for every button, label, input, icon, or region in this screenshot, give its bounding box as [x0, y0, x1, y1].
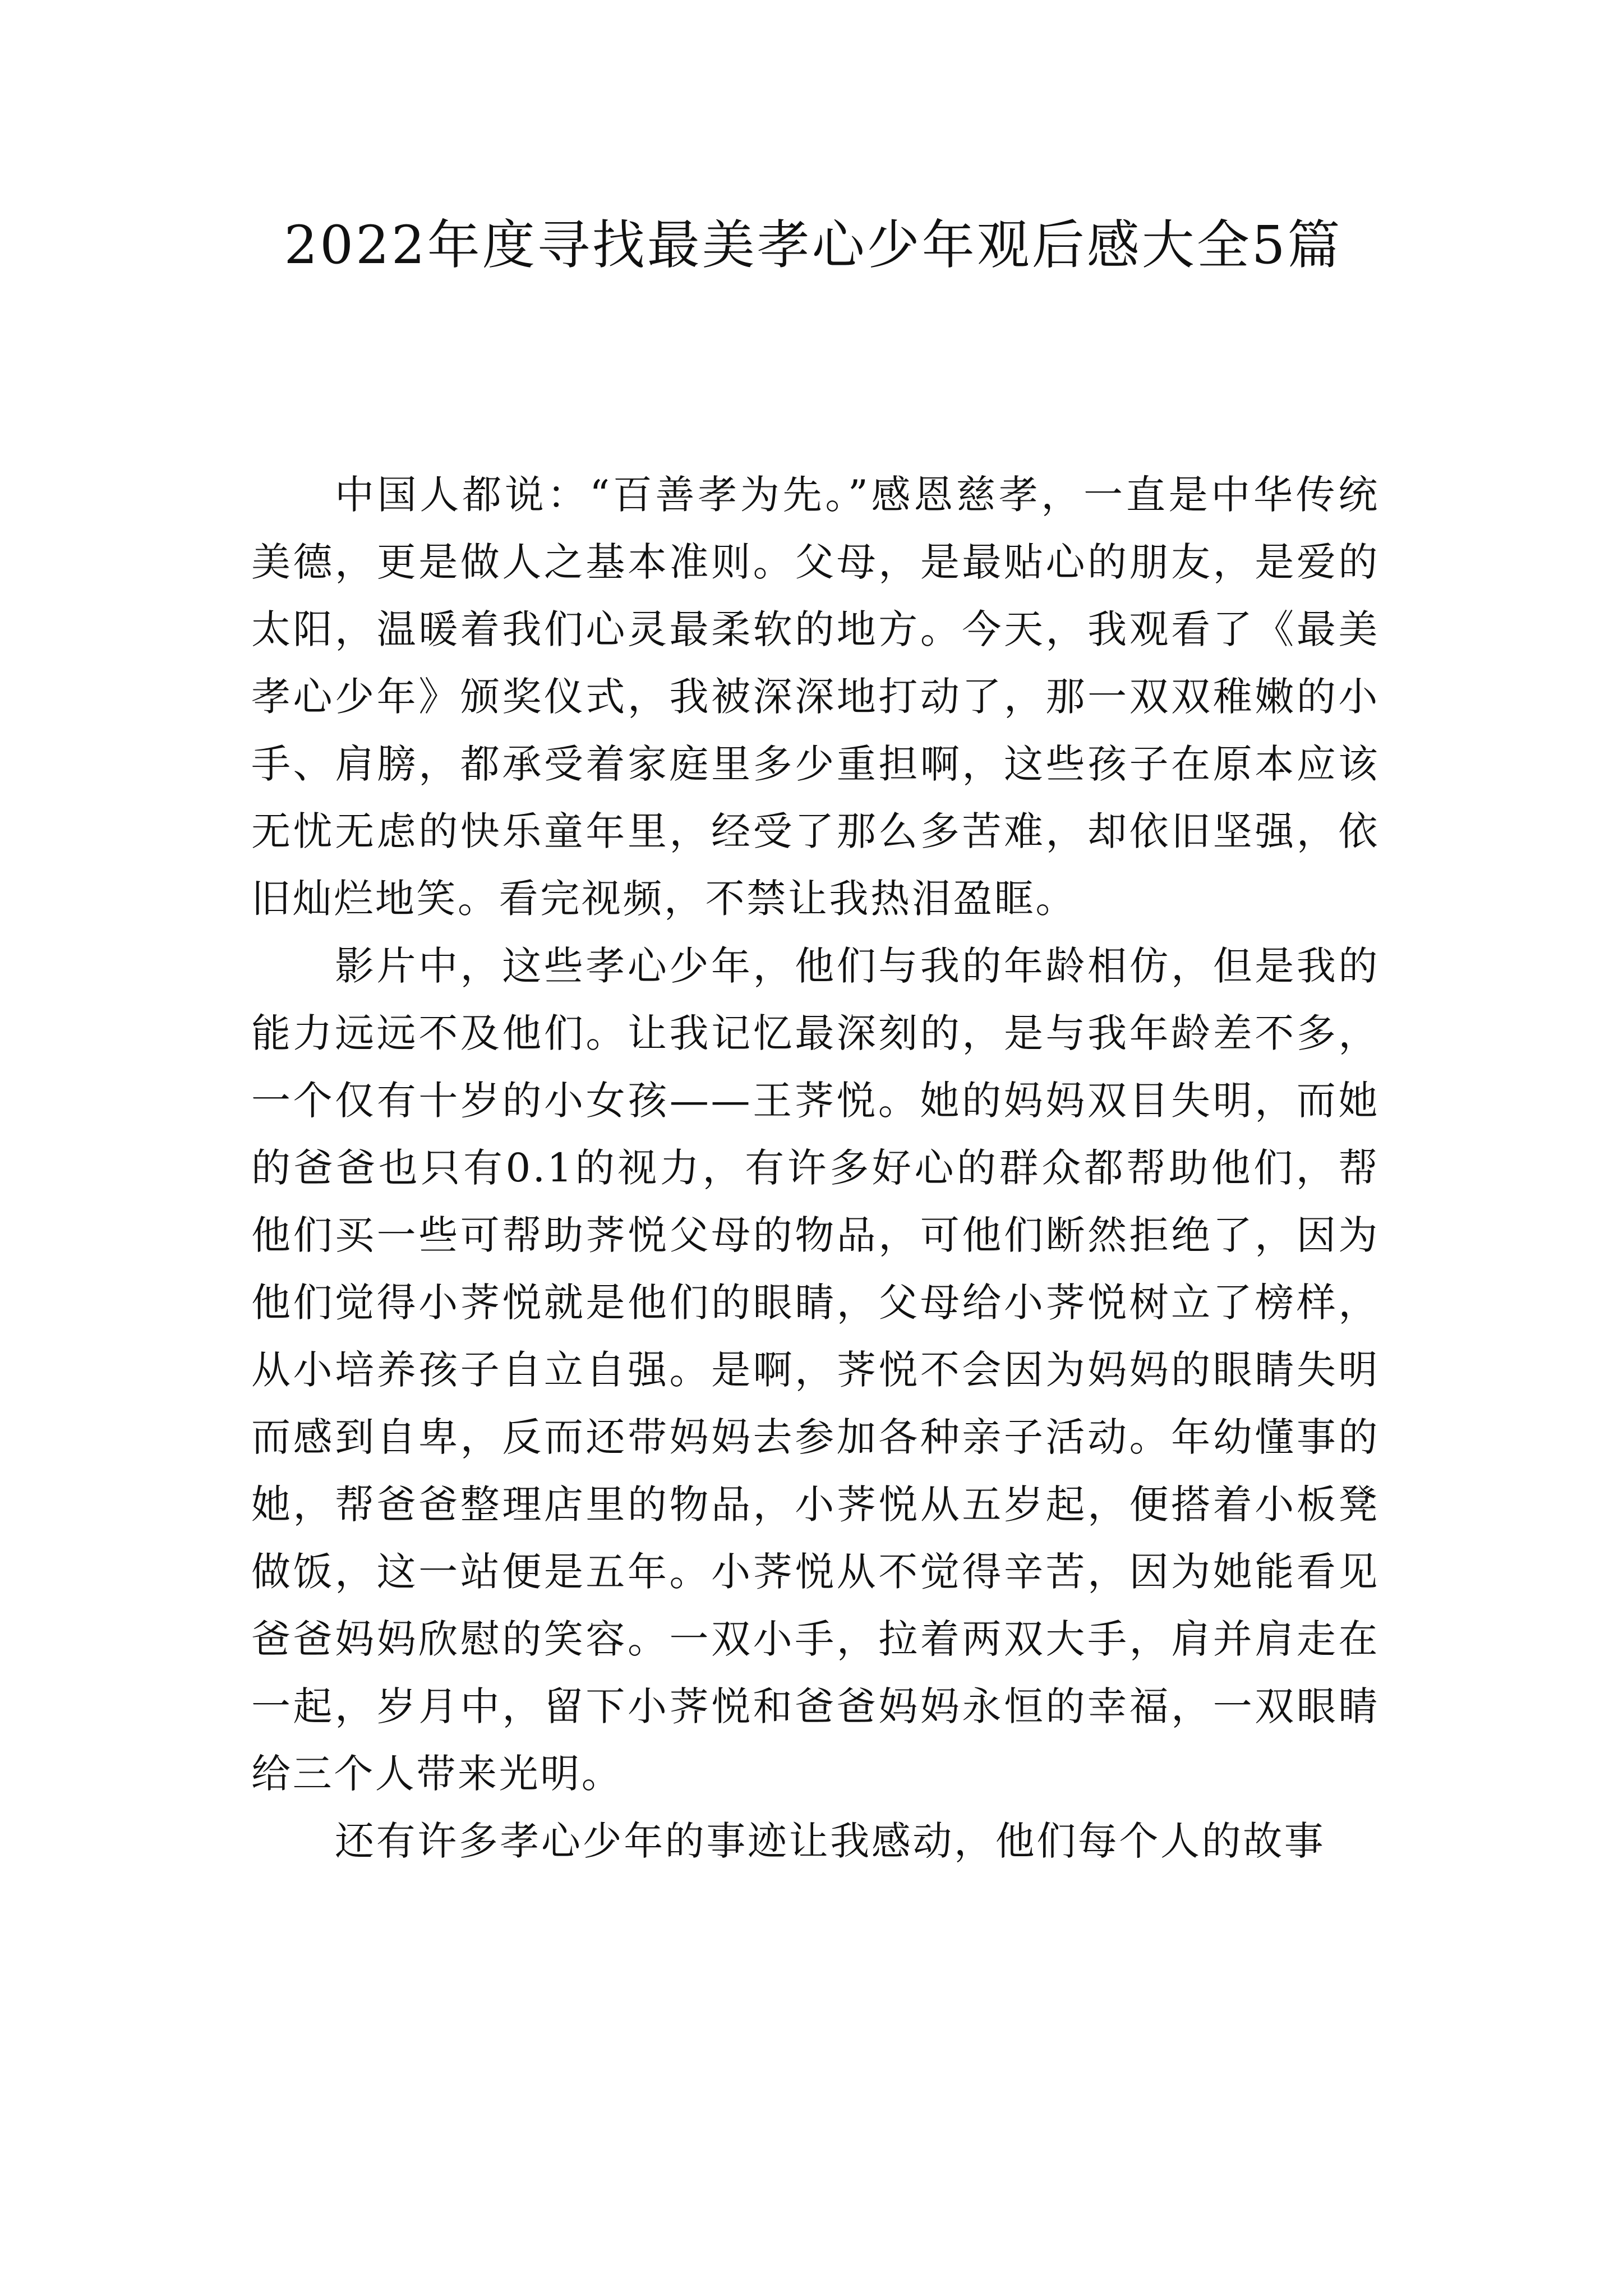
document-title: 2022年度寻找最美孝心少年观后感大全5篇: [284, 215, 1343, 276]
paragraph-2: 影片中，这些孝心少年，他们与我的年龄相仿，但是我的能力远远不及他们。让我记忆最深刻的，是与我年龄差不多，一个仅有十岁的小女孩——王荠悦。她的妈妈双目失明，而她的爸爸也只有0.1的视力，有许多好心的群众都帮助他们，帮他们买一些可帮助荠悦父母的物品，可他们断然拒绝了，因为他们觉得小荠悦就是他们的眼睛，父母给小荠悦树立了榜样，从小培养孩子自立自强。是啊，荠悦不会因为妈妈的眼睛失明而感到自卑，反而还带妈妈去参加各种亲子活动。年幼懂事的她，帮爸爸整理店里的物品，小荠悦从五岁起，便搭着小板凳做饭，这一站便是五年。小荠悦从不觉得辛苦，因为她能看见爸爸妈妈欣慰的笑容。一双小手，拉着两双大手，肩并肩走在一起，岁月中，留下小荠悦和爸爸妈妈永恒的幸福，一双眼睛给三个人带来光明。: [251, 943, 1380, 1797]
document-body: [251, 461, 1380, 1875]
paragraph-3: 还有许多孝心少年的事迹让我感动，他们每个人的故事: [335, 1818, 1326, 1864]
paragraph-1: 中国人都说：“百善孝为先。”感恩慈孝，一直是中华传统美德，更是做人之基本准则。父母，是最贴心的朋友，是爱的太阳，温暖着我们心灵最柔软的地方。今天，我观看了《最美孝心少年》颁奖仪式，我被深深地打动了，那一双双稚嫩的小手、肩膀，都承受着家庭里多少重担啊，这些孩子在原本应该无忧无虑的快乐童年里，经受了那么多苦难，却依旧坚强，依旧灿烂地笑。看完视频，不禁让我热泪盈眶。: [251, 472, 1380, 922]
